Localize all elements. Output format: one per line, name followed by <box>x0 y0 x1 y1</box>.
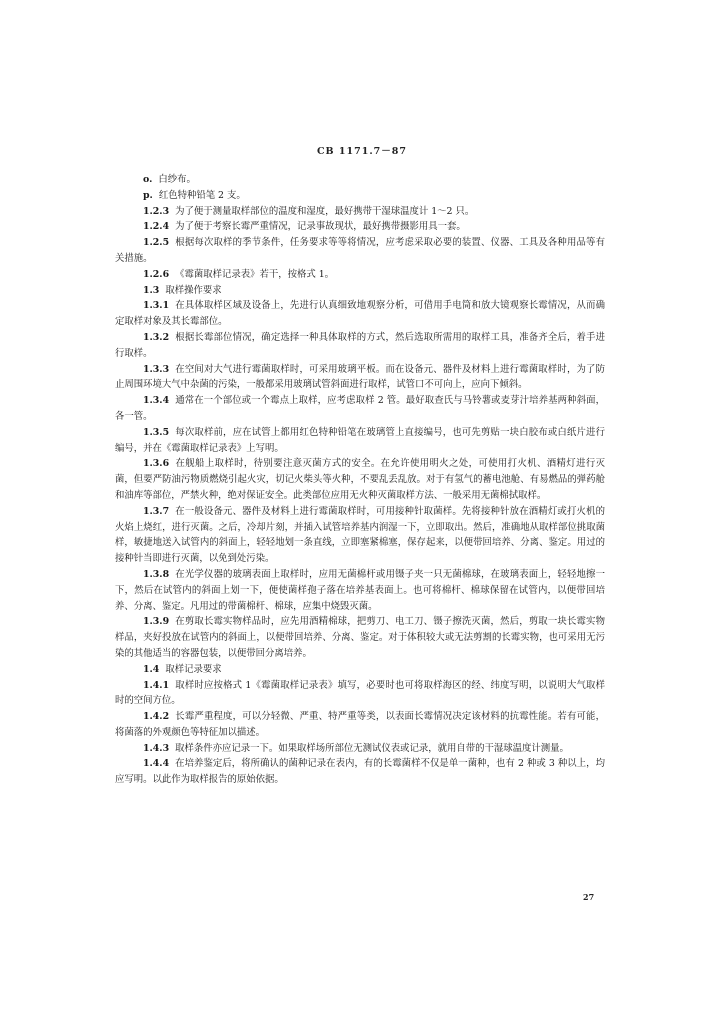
clause-text: 根据每次取样的季节条件，任务要求等等将情况，应考虑采取必要的装置、仪器、工具及各种用品等有关措施。 <box>115 237 605 264</box>
clause-text: 每次取样前，应在试管上都用红色特种铅笔在玻璃管上直接编号，也可先剪贴一块白胶布或白纸片进行编号，并在《霉菌取样记录表》上写明。 <box>115 426 605 454</box>
paragraph <box>115 330 605 362</box>
paragraph <box>115 393 605 425</box>
clause-number: 1.3.2 <box>143 331 170 343</box>
clause-number: 1.3.4 <box>143 395 170 407</box>
clause-number: 1.4.1 <box>143 679 170 691</box>
paragraph <box>115 614 605 661</box>
clause-number: 1.4.2 <box>143 711 170 723</box>
paragraph <box>115 267 605 283</box>
clause-text: 在培养鉴定后，将所确认的菌种记录在表内，有的长霉菌样不仅是单一菌种，也有 2 种或 3 种以上，均应写明。以此作为取样报告的原始依据。 <box>115 758 605 786</box>
paragraph <box>115 456 605 503</box>
clause-number: 1.3.3 <box>143 363 170 375</box>
paragraph <box>115 172 605 188</box>
clause-text: 在空间对大气进行霉菌取样时，可采用玻璃平板。而在设备元、器件及材料上进行霉菌取样时，为了防止周围环境大气中杂菌的污染，一般都采用玻璃试管斜面进行取样，试管口不可向上，应向下倾斜。 <box>115 363 605 391</box>
clause-number: 1.4.4 <box>143 758 170 770</box>
clause-number: p. <box>143 189 153 201</box>
clause-text: 白纱布。 <box>158 174 196 185</box>
body-text <box>115 172 605 788</box>
paragraph <box>115 567 605 614</box>
clause-number: o. <box>143 174 153 185</box>
paragraph <box>115 235 605 267</box>
standard-number-header: CB 1171.7－87 <box>317 146 407 157</box>
clause-text: 取样操作要求 <box>165 284 222 296</box>
paragraph <box>115 756 605 788</box>
paragraph <box>115 662 605 678</box>
clause-text: 在光学仪器的玻璃表面上取样时，应用无菌棉杆或用镊子夹一只无菌棉球，在玻璃表面上，轻轻地擦一下，然后在试管内的斜面上划一下，便使菌样孢子落在培养基表面上。也可将棉杆、棉球保留在试管内，以便带回培养、分离、鉴定。凡用过的带菌棉杆、棉球，应集中烧毁灭菌。 <box>115 568 605 612</box>
clause-text: 在剪取长霉实物样品时，应先用酒精棉球，把剪刀、电工刀、镊子擦洗灭菌，然后，剪取一块长霉实物样品，夹好投放在试管内的斜面上，以便带回培养、分离、鉴定。对于体积较大或无法剪割的长霉实物，也可采用无污染的其他适当的容器包装，以便带回分离培养。 <box>115 616 605 659</box>
clause-text: 在具体取样区域及设备上，先进行认真细致地观察分析，可借用手电筒和放大镜观察长霉情况，从而确定取样对象及其长霉部位。 <box>115 300 605 328</box>
paragraph <box>115 188 605 204</box>
paragraph <box>115 298 605 330</box>
clause-text: 根据长霉部位情况，确定选择一种具体取样的方式，然后选取所需用的取样工具，准备齐全后，着手进行取样。 <box>115 331 605 359</box>
clause-text: 取样记录要求 <box>165 663 222 675</box>
clause-number: 1.3 <box>143 284 160 296</box>
clause-text: 在一般设备元、器件及材料上进行霉菌取样时，可用接种针取菌样。先将接种针放在酒精灯或打火机的火焰上烧红，进行灭菌。之后，冷却片刻，并插入试管培养基内润湿一下，立即取出。然后，准确地从取样部位挑取菌样，敏捷地送入试管内的斜面上，轻轻地划一条直线，立即塞紧棉塞，保存起来，以便带回培养、分离、鉴定。用过的接种针当即进行灭菌，以免到处污染。 <box>115 505 605 565</box>
clause-number: 1.2.4 <box>143 221 170 233</box>
clause-number: 1.3.5 <box>143 426 170 438</box>
clause-text: 长霉严重程度，可以分轻微、严重、特严重等类，以表面长霉情况决定该材料的抗霉性能。若有可能，将菌落的外观颜色等特征加以描述。 <box>115 711 605 738</box>
paragraph <box>115 709 605 741</box>
clause-number: 1.3.8 <box>143 568 170 580</box>
clause-number: 1.4.3 <box>143 742 170 754</box>
clause-number: 1.3.7 <box>143 505 170 517</box>
clause-text: 通常在一个部位或一个霉点上取样，应考虑取样 2 管。最好取查氏与马铃薯或麦芽汁培养基两种斜面，各一管。 <box>115 395 605 422</box>
clause-number: 1.3.9 <box>143 616 170 628</box>
clause-text: 为了便于考察长霉严重情况，记录事故现状，最好携带摄影用具一套。 <box>175 221 466 233</box>
clause-text: 为了便于测量取样部位的温度和湿度，最好携带干湿球温度计 1～2 只。 <box>175 205 475 217</box>
page-number: 27 <box>583 892 595 902</box>
paragraph <box>115 362 605 394</box>
paragraph <box>115 219 605 235</box>
paragraph <box>115 204 605 220</box>
clause-text: 红色特种铅笔 2 支。 <box>158 189 246 201</box>
paragraph <box>115 678 605 710</box>
paragraph <box>115 504 605 567</box>
clause-text: 《霉菌取样记录表》若干，按格式 1。 <box>175 268 335 280</box>
clause-number: 1.2.3 <box>143 205 170 217</box>
clause-number: 1.3.1 <box>143 300 170 312</box>
clause-number: 1.4 <box>143 663 160 675</box>
clause-number: 1.2.6 <box>143 268 170 280</box>
clause-text: 取样条件亦应记录一下。如果取样场所部位无测试仪表或记录，就用自带的干湿球温度计测量。 <box>175 742 569 754</box>
clause-text: 取样时应按格式 1《霉菌取样记录表》填写，必要时也可将取样海区的经、纬度写明，以说明大气取样时的空间方位。 <box>115 679 605 707</box>
paragraph <box>115 425 605 457</box>
paragraph <box>115 741 605 757</box>
clause-number: 1.3.6 <box>143 458 170 470</box>
clause-text: 在舰船上取样时，待别要注意灭菌方式的安全。在允许使用明火之处，可使用打火机、酒精灯进行灭菌，但要严防油污物质燃烧引起火灾，切记火柴头等火种，不要乱丢乱放。对于有氢气的蓄电池舱、有易燃品的弹药舱和油库等部位，严禁火种，绝对保证安全。此类部位应用无火种灭菌取样方法、一般采用无菌棉拭取样。 <box>115 458 605 501</box>
paragraph <box>115 283 605 299</box>
clause-number: 1.2.5 <box>143 237 170 249</box>
